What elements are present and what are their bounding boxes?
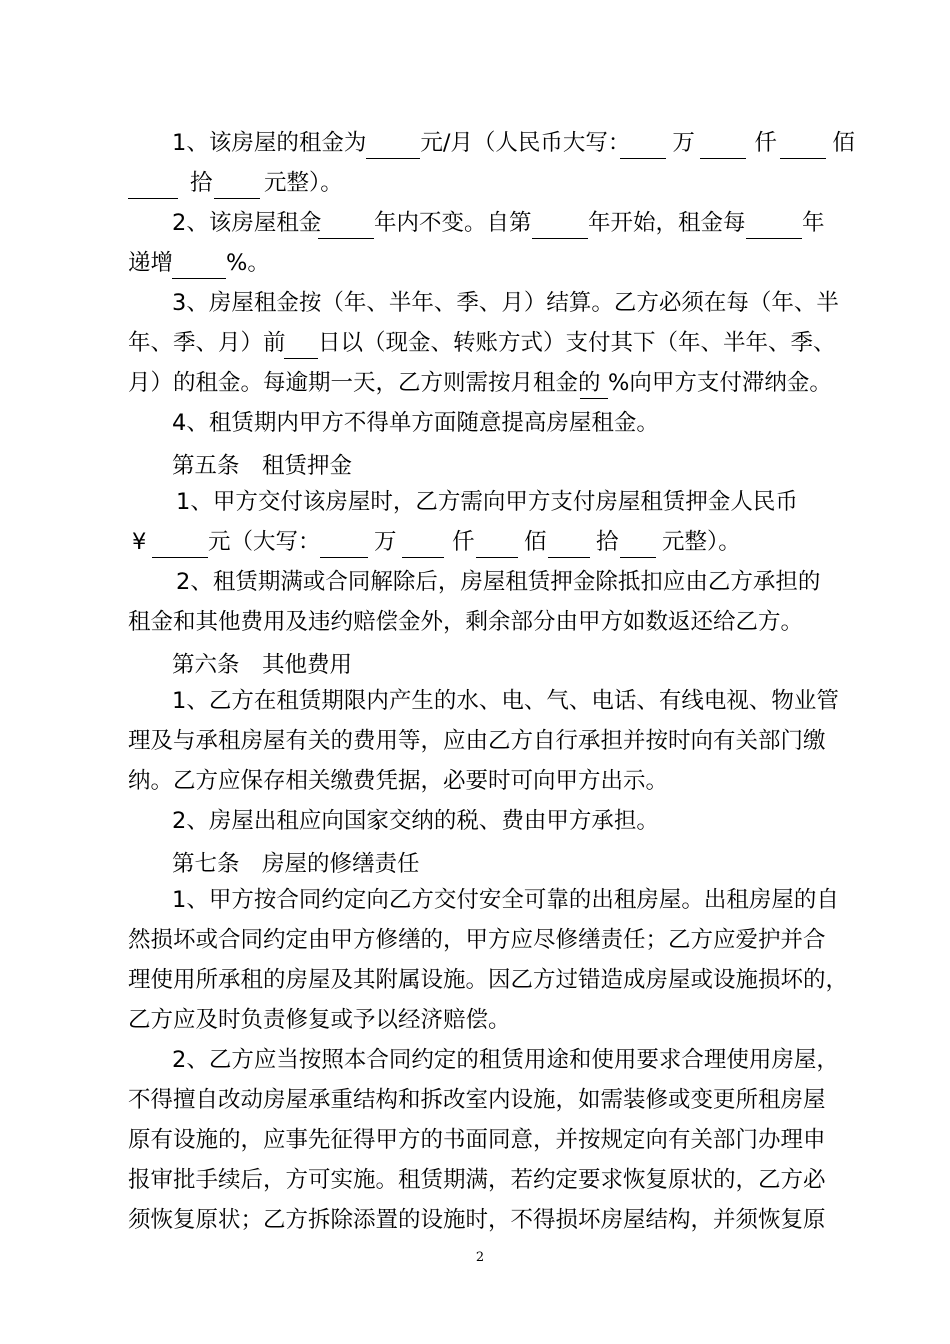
text: 佰	[832, 130, 855, 156]
rent-clause-2-line-2	[0, 248, 270, 288]
repair-clause-2-line-2	[0, 1085, 826, 1125]
blank-field	[780, 128, 826, 159]
repair-clause-1-line-3	[0, 965, 848, 1005]
text: %向甲方支付滞纳金。	[608, 370, 832, 396]
blank-field	[402, 527, 444, 558]
article-5-heading: 第五条 租赁押金	[172, 453, 353, 479]
text: 纳。乙方应保存相关缴费凭据，必要时可向甲方出示。	[128, 768, 669, 794]
blank-field	[746, 208, 802, 239]
blank-field	[620, 128, 666, 159]
text: 元（大写：	[208, 529, 321, 555]
text: 拾	[190, 170, 213, 196]
text: 2、该房屋租金	[172, 210, 322, 236]
blank-field	[532, 208, 588, 239]
blank-field	[128, 168, 178, 199]
blank-field	[580, 368, 608, 399]
fees-clause-1-line-2	[0, 726, 826, 766]
text: 年内不变。自第	[374, 210, 532, 236]
text: 租金和其他费用及违约赔偿金外，剩余部分由甲方如数返还给乙方。	[128, 609, 804, 635]
repair-clause-1-line-1	[0, 885, 839, 925]
text: 万	[672, 130, 695, 156]
text: 仟	[754, 130, 777, 156]
blank-field	[476, 527, 518, 558]
repair-clause-2-line-4	[0, 1165, 826, 1205]
text: 2、租赁期满或合同解除后，房屋租赁押金除抵扣应由乙方承担的	[176, 569, 821, 595]
repair-clause-2-line-5	[0, 1205, 826, 1245]
blank-field	[620, 527, 656, 558]
blank-field	[214, 168, 260, 199]
text: 日以（现金、转账方式）支付其下（年、半年、季、	[318, 330, 836, 356]
page-number: 2	[475, 1250, 485, 1265]
text: 年	[802, 210, 825, 236]
rent-clause-3-line-3	[0, 368, 832, 408]
rent-clause-1-line-2	[0, 168, 343, 208]
deposit-clause-2-line-1	[0, 567, 820, 607]
text: 1、该房屋的租金为	[172, 130, 367, 156]
deposit-clause-2-line-2	[0, 607, 803, 647]
text: 元/月（人民币大写：	[420, 130, 631, 156]
fees-clause-1-line-3	[0, 766, 668, 806]
text: ¥	[132, 529, 147, 555]
text: 报审批手续后，方可实施。租赁期满，若约定要求恢复原状的，乙方必	[128, 1167, 826, 1193]
blank-field	[152, 527, 208, 558]
rent-clause-3-line-1	[0, 288, 839, 328]
blank-field	[548, 527, 590, 558]
repair-clause-2-line-3	[0, 1125, 826, 1165]
text: 万	[374, 529, 397, 555]
text: 仟	[452, 529, 475, 555]
text: 1、甲方交付该房屋时，乙方需向甲方支付房屋租赁押金人民币	[176, 489, 798, 515]
fees-clause-2	[0, 806, 659, 846]
article-7-heading: 第七条 房屋的修缮责任	[172, 851, 420, 877]
text: 1、甲方按合同约定向乙方交付安全可靠的出租房屋。出租房屋的自	[172, 887, 839, 913]
blank-field	[284, 328, 318, 359]
deposit-clause-1-line-2	[0, 527, 741, 567]
text: 年开始，租金每	[588, 210, 746, 236]
rent-clause-3-line-2	[0, 328, 836, 368]
text: 须恢复原状；乙方拆除添置的设施时，不得损坏房屋结构，并须恢复原	[128, 1207, 826, 1233]
rent-clause-2-line-1	[0, 208, 825, 248]
text: 然损坏或合同约定由甲方修缮的，甲方应尽修缮责任；乙方应爱护并合	[128, 927, 826, 953]
repair-clause-2-line-1	[0, 1045, 839, 1085]
repair-clause-1-line-2	[0, 925, 826, 965]
blank-field	[366, 128, 420, 159]
blank-field	[172, 248, 226, 279]
text: 原有设施的，应事先征得甲方的书面同意，并按规定向有关部门办理申	[128, 1127, 826, 1153]
text: 递增	[128, 250, 174, 276]
text: 理及与承租房屋有关的费用等，应由乙方自行承担并按时向有关部门缴	[128, 728, 826, 754]
text: 2、房屋出租应向国家交纳的税、费由甲方承担。	[172, 808, 659, 834]
text: 乙方应及时负责修复或予以经济赔偿。	[128, 1007, 511, 1033]
rent-clause-4	[0, 408, 659, 448]
text: 理使用所承租的房屋及其附属设施。因乙方过错造成房屋或设施损坏的，	[128, 967, 849, 993]
deposit-clause-1-line-1	[0, 487, 798, 527]
text: 2、乙方应当按照本合同约定的租赁用途和使用要求合理使用房屋，	[172, 1047, 839, 1073]
text: 拾	[596, 529, 619, 555]
text: 年、季、月）前	[128, 330, 286, 356]
text: 佰	[524, 529, 547, 555]
text: 4、租赁期内甲方不得单方面随意提高房屋租金。	[172, 410, 659, 436]
text: 1、乙方在租赁期限内产生的水、电、气、电话、有线电视、物业管	[172, 688, 839, 714]
text: 不得擅自改动房屋承重结构和拆改室内设施，如需装修或变更所租房屋	[128, 1087, 826, 1113]
blank-field	[320, 527, 368, 558]
repair-clause-1-line-4	[0, 1005, 511, 1045]
text: %。	[226, 250, 270, 276]
text: 月）的租金。每逾期一天，乙方则需按月租金的	[128, 370, 601, 396]
text: 元整）。	[662, 529, 741, 555]
text: 3、房屋租金按（年、半年、季、月）结算。乙方必须在每（年、半	[172, 290, 839, 316]
article-6-heading: 第六条 其他费用	[172, 652, 353, 678]
fees-clause-1-line-1	[0, 686, 839, 726]
text: 元整）。	[264, 170, 343, 196]
blank-field	[700, 128, 746, 159]
blank-field	[318, 208, 374, 239]
rent-clause-1-line-1	[0, 128, 855, 168]
